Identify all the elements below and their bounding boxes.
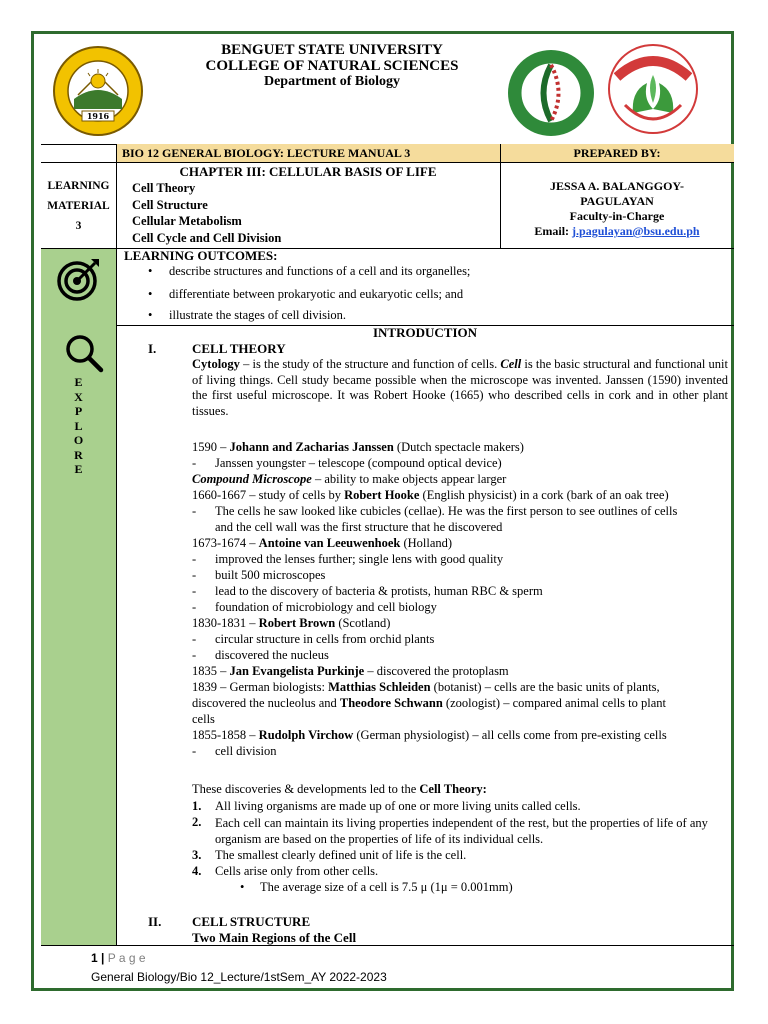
topic-cell-theory: Cell Theory: [132, 181, 196, 195]
explore-letter: O: [73, 433, 84, 447]
email-link[interactable]: j.pagulayan@bsu.edu.ph: [572, 224, 700, 238]
cytology-paragraph: Cytology – is the study of the structure and function of cells. Cell is the basic structural and functional unit of living things. Cell study became possible when the microscope was invented. Janssen (1590) invented the first useful microscope. It was Robert Hooke (1665) who described cells in cork and in other plant tissues.: [192, 357, 728, 418]
timeline-item: discovered the nucleus: [215, 648, 329, 662]
section2-title: CELL STRUCTURE: [192, 914, 311, 929]
bsu-seal-logo: [52, 45, 144, 137]
university-name: BENGUET STATE UNIVERSITY: [221, 42, 443, 58]
theory-intro: These discoveries & developments led to the Cell Theory:: [192, 782, 487, 796]
timeline-item: Janssen youngster – telescope (compound optical device): [215, 456, 502, 470]
college-name: COLLEGE OF NATURAL SCIENCES: [205, 58, 459, 74]
search-icon: [64, 333, 104, 373]
topic-cell-structure: Cell Structure: [132, 197, 208, 212]
learning-label: LEARNING: [47, 180, 110, 192]
explore-letter: R: [74, 447, 83, 462]
explore-letter: X: [74, 389, 83, 404]
author-role: Faculty-in-Charge: [569, 209, 665, 223]
manual-title: BIO 12 GENERAL BIOLOGY: LECTURE MANUAL 3: [122, 146, 411, 160]
outcome-item: differentiate between prokaryotic and eukaryotic cells; and: [169, 287, 464, 301]
page-number: 1 | P a g e: [91, 951, 146, 965]
timeline-item: built 500 microscopes: [215, 568, 326, 582]
material-label: MATERIAL: [47, 200, 110, 212]
explore-letter: L: [74, 418, 83, 433]
material-number: 3: [75, 220, 82, 232]
introduction-heading: INTRODUCTION: [372, 325, 477, 340]
timeline-compound-microscope: Compound Microscope – ability to make objects appear larger: [192, 472, 507, 486]
theory-item: Each cell can maintain its living properties independent of the rest, but the properties of life of any organism are based on the properties of life of its individual cells.: [215, 816, 708, 846]
explore-letter: P: [74, 404, 83, 418]
explore-letter: E: [74, 375, 83, 389]
author-name-line1: JESSA A. BALANGGOY-: [550, 179, 684, 193]
prepared-by-label: PREPARED BY:: [573, 146, 661, 160]
timeline-item: cells: [192, 712, 215, 726]
timeline-item: and the cell wall was the first structure that he discovered: [215, 520, 503, 534]
outcome-item: illustrate the stages of cell division.: [169, 308, 347, 322]
timeline-item: foundation of microbiology and cell biology: [215, 600, 437, 614]
target-icon: [55, 255, 103, 303]
timeline-janssen: 1590 – Johann and Zacharias Janssen (Dutch spectacle makers): [192, 440, 524, 454]
timeline-item: cell division: [215, 744, 277, 758]
section2-subtitle: Two Main Regions of the Cell: [192, 930, 357, 945]
outcomes-heading: LEARNING OUTCOMES:: [124, 248, 278, 263]
chapter-title: CHAPTER III: CELLULAR BASIS OF LIFE: [179, 164, 437, 179]
timeline-virchow: 1855-1858 – Rudolph Virchow (German physiologist) – all cells come from pre-existing cells: [192, 728, 667, 742]
timeline-item: lead to the discovery of bacteria & protists, human RBC & sperm: [215, 584, 543, 598]
theory-item: The smallest clearly defined unit of life is the cell.: [215, 848, 467, 862]
cell-size-note: The average size of a cell is 7.5 μ (1μ = 0.001mm): [260, 880, 513, 894]
theory-item: All living organisms are made up of one or more living units called cells.: [215, 799, 581, 813]
cns-logo: [506, 48, 596, 138]
footer-course: General Biology/Bio 12_Lecture/1stSem_AY 2022-2023: [91, 970, 387, 984]
timeline-brown: 1830-1831 – Robert Brown (Scotland): [192, 616, 391, 630]
section2-number: II.: [148, 914, 162, 929]
timeline-schwann: discovered the nucleolus and Theodore Schwann (zoologist) – compared animal cells to plant: [192, 696, 666, 710]
section1-number: I.: [148, 341, 157, 356]
author-name-line2: PAGULAYAN: [580, 194, 654, 208]
section1-title: CELL THEORY: [192, 341, 286, 356]
topic-cell-cycle: Cell Cycle and Cell Division: [132, 230, 282, 245]
explore-letter: E: [74, 462, 83, 476]
timeline-item: improved the lenses further; single lens with good quality: [215, 552, 504, 566]
department-name: Department of Biology: [263, 74, 401, 89]
timeline-leeuwenhoek: 1673-1674 – Antoine van Leeuwenhoek (Holland): [192, 536, 453, 550]
department-logo: [607, 43, 699, 135]
timeline-item: The cells he saw looked like cubicles (cellae). He was the first person to see outlines of cells: [215, 504, 678, 518]
timeline-item: circular structure in cells from orchid plants: [215, 632, 435, 646]
theory-item: Cells arise only from other cells.: [215, 864, 379, 878]
outcome-item: describe structures and functions of a cell and its organelles;: [169, 264, 471, 278]
timeline-schleiden: 1839 – German biologists: Matthias Schleiden (botanist) – cells are the basic units of plants,: [192, 680, 660, 694]
seal-year: 1916: [86, 111, 110, 121]
email-label: Email:: [534, 224, 573, 238]
timeline-hooke: 1660-1667 – study of cells by Robert Hooke (English physicist) in a cork (bark of an oak tree): [192, 488, 669, 502]
timeline-purkinje: 1835 – Jan Evangelista Purkinje – discovered the protoplasm: [192, 664, 509, 678]
topic-cellular-metabolism: Cellular Metabolism: [132, 214, 242, 228]
